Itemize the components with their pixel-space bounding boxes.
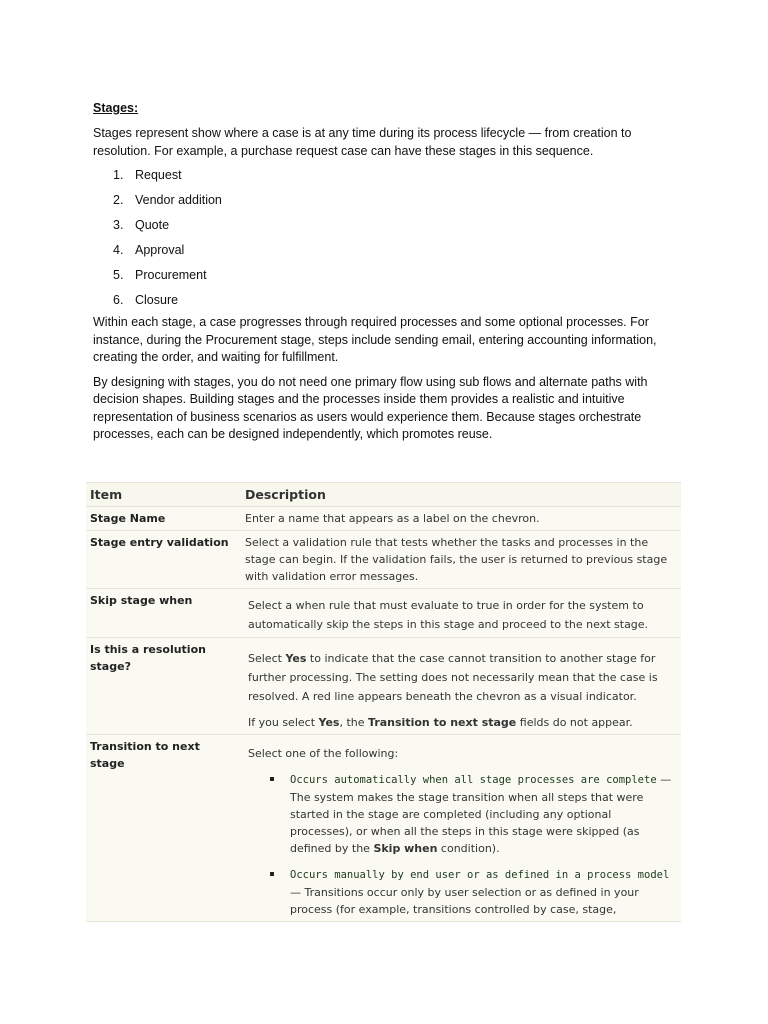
row-item-skip-stage: Skip stage when bbox=[86, 589, 241, 638]
list-item: 4. Approval bbox=[113, 243, 185, 257]
table-row bbox=[86, 589, 681, 638]
bullet-icon bbox=[270, 777, 274, 781]
list-item: 2. Vendor addition bbox=[113, 193, 222, 207]
bullet-icon bbox=[270, 872, 274, 876]
list-item: 3. Quote bbox=[113, 218, 170, 232]
document-body bbox=[93, 100, 683, 451]
intro-paragraph: Stages represent show where a case is at any time during its process lifecycle — from creation to resolution. For example, a purchase request case can have these stages in this sequence. bbox=[93, 126, 632, 158]
table-row bbox=[86, 735, 681, 922]
row-item-resolution: Is this a resolution stage? bbox=[86, 638, 241, 735]
list-item: 1. Request bbox=[113, 168, 182, 182]
row-desc-skip-stage: Select a when rule that must evaluate to true in order for the system to automatically skip the steps in this stage and proceed to the next stage. bbox=[241, 589, 681, 638]
column-header-description: Description bbox=[241, 483, 681, 507]
table-row bbox=[86, 638, 681, 735]
resolution-note: If you select Yes, the Transition to next stage fields do not appear. bbox=[248, 716, 633, 729]
row-desc-entry-validation: Select a validation rule that tests whether the tasks and processes in the stage can begin. If the validation fails, the user is returned to previous stage with validation error messages. bbox=[241, 531, 681, 589]
row-desc-stage-name: Enter a name that appears as a label on the chevron. bbox=[241, 507, 681, 531]
stage-progress-paragraph: Within each stage, a case progresses through required processes and some optional processes. For instance, during the Procurement stage, steps include sending email, entering accounting information, creating the order, and waiting for fulfillment. bbox=[93, 315, 657, 364]
row-desc-transition: Select one of the following: Occurs automatically when all stage processes are complete — The system makes the stage transition when all steps that were started in the stage are completed (including any optional processes), or when all the steps in this stage were skipped (as defined by the Skip when condition). Occurs manually by end user or as defined in a process model — Transitions occur only by user selection or as defined in your process (for example, transitions controlled by case, stage, bbox=[241, 735, 681, 922]
column-header-item: Item bbox=[86, 483, 241, 507]
row-desc-resolution: Select Yes to indicate that the case cannot transition to another stage for further processing. The setting does not necessarily mean that the case is resolved. A red line appears beneath the chevron as a visual indicator. If you select Yes, the Transition to next stage fields do not appear. bbox=[241, 638, 681, 735]
design-paragraph: By designing with stages, you do not need one primary flow using sub flows and alternate paths with decision shapes. Building stages and the processes inside them provides a realistic and intuitive representation of business scenarios as users would experience them. Because stages orchestrate processes, each can be designed independently, which promotes reuse. bbox=[93, 374, 648, 441]
stages-heading: Stages: bbox=[93, 101, 139, 115]
table-row bbox=[86, 531, 681, 589]
list-item: 5. Procurement bbox=[113, 268, 207, 282]
list-item: 6. Closure bbox=[113, 293, 179, 307]
transition-options-list bbox=[245, 771, 677, 918]
row-item-transition: Transition to next stage bbox=[86, 735, 241, 922]
list-item: Occurs automatically when all stage processes are complete — The system makes the stage transition when all steps that were started in the stage are completed (including any optional processes), or when all the steps in this stage were skipped (as defined by the Skip when condition). bbox=[245, 771, 677, 857]
table-header-row bbox=[86, 483, 681, 507]
table-row bbox=[86, 507, 681, 531]
stages-list bbox=[93, 167, 683, 314]
row-item-stage-name: Stage Name bbox=[86, 507, 241, 531]
list-item: Occurs manually by end user or as defined in a process model — Transitions occur only by user selection or as defined in your process (for example, transitions controlled by case, stage, bbox=[245, 866, 677, 918]
row-item-entry-validation: Stage entry validation bbox=[86, 531, 241, 589]
stage-properties-table bbox=[86, 482, 681, 922]
